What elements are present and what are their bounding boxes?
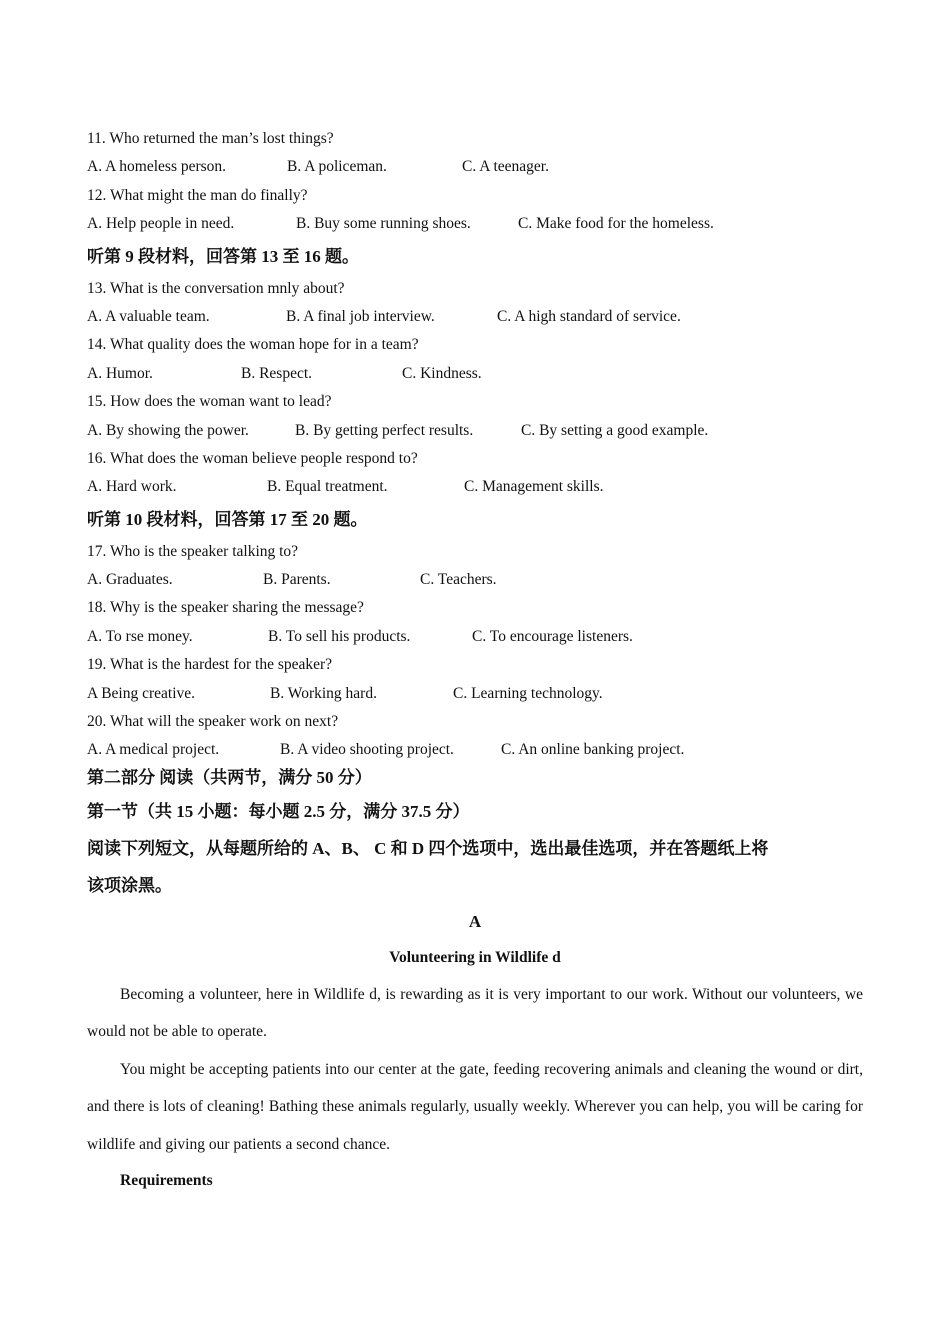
option-a: A. To rse money. — [87, 627, 193, 645]
question-20-options — [87, 736, 863, 764]
instruction-line-2: 该项涂黑。 — [87, 875, 172, 895]
question-15-options — [87, 417, 863, 445]
option-a: A. A valuable team. — [87, 307, 210, 325]
question-12: 12. What might the man do finally? — [87, 186, 308, 204]
option-b: B. Working hard. — [270, 684, 377, 702]
option-b: B. A final job interview. — [286, 307, 435, 325]
question-16-options — [87, 473, 863, 501]
question-17-options — [87, 566, 863, 594]
option-c: C. Management skills. — [464, 478, 604, 496]
option-a: A. Graduates. — [87, 571, 173, 589]
option-b: B. To sell his products. — [268, 627, 411, 645]
question-19-options — [87, 680, 863, 708]
exam-page — [87, 125, 863, 1199]
option-b: B. By getting perfect results. — [295, 421, 474, 439]
option-b: B. Equal treatment. — [267, 478, 388, 496]
question-19: 19. What is the hardest for the speaker? — [87, 656, 333, 674]
option-a: A. By showing the power. — [87, 421, 249, 439]
option-c: C. To encourage listeners. — [472, 627, 633, 645]
question-11-options — [87, 153, 863, 181]
option-a: A. Help people in need. — [87, 215, 235, 233]
question-20: 20. What will the speaker work on next? — [87, 713, 339, 731]
question-13: 13. What is the conversation mnly about? — [87, 279, 345, 297]
instruction-line-1: 阅读下列短文，从每题所给的 A、B、 C 和 D 四个选项中，选出最佳选项，并在答题纸上将 — [87, 838, 769, 858]
passage-title: Volunteering in Wildlife d — [389, 948, 561, 966]
option-b: B. Respect. — [241, 364, 313, 382]
option-c: C. Learning technology. — [453, 684, 603, 702]
question-18-options — [87, 623, 863, 651]
option-c: C. An online banking project. — [501, 741, 685, 759]
question-15: 15. How does the woman want to lead? — [87, 393, 332, 411]
option-a: A. A homeless person. — [87, 158, 227, 176]
option-c: C. Teachers. — [420, 571, 497, 589]
section-10-heading: 听第 10 段材料，回答第 17 至 20 题。 — [87, 509, 368, 529]
option-c: C. By setting a good example. — [521, 421, 709, 439]
question-17: 17. Who is the speaker talking to? — [87, 542, 299, 560]
option-b: B. Parents. — [263, 571, 331, 589]
section-9-heading: 听第 9 段材料，回答第 13 至 16 题。 — [87, 246, 359, 266]
question-11: 11. Who returned the man’s lost things? — [87, 130, 334, 147]
question-14: 14. What quality does the woman hope for in a team? — [87, 336, 419, 354]
option-b: B. A policeman. — [287, 158, 387, 176]
option-a: A. Humor. — [87, 364, 153, 382]
option-c: C. Make food for the homeless. — [518, 215, 714, 233]
question-14-options — [87, 360, 863, 388]
option-a: A. Hard work. — [87, 478, 177, 496]
question-18: 18. Why is the speaker sharing the message? — [87, 599, 364, 617]
option-c: C. A high standard of service. — [497, 307, 681, 325]
option-c: C. Kindness. — [402, 364, 482, 382]
part-2-title: 第二部分 阅读（共两节，满分 50 分） — [87, 767, 372, 787]
section-1-title: 第一节（共 15 小题：每小题 2.5 分，满分 37.5 分） — [87, 801, 470, 821]
question-16: 16. What does the woman believe people respond to? — [87, 449, 418, 467]
question-13-options — [87, 303, 863, 331]
option-b: B. Buy some running shoes. — [296, 215, 471, 233]
option-c: C. A teenager. — [462, 158, 549, 176]
passage-paragraph-2: You might be accepting patients into our center at the gate, feeding recovering animals and cleaning the wound or dirt, and there is lots of cleaning! Bathing these animals regularly, usually weekly. Wherever you can help, you will be caring for wildlife and giving our patients a second chance. — [87, 1060, 863, 1153]
passage-paragraph-1: Becoming a volunteer, here in Wildlife d, is rewarding as it is very important to our work. Without our volunteers, we would not be able to operate. — [87, 985, 863, 1041]
requirements-heading: Requirements — [120, 1172, 213, 1190]
option-a: A Being creative. — [87, 684, 196, 702]
passage-letter: A — [468, 911, 482, 931]
option-b: B. A video shooting project. — [280, 741, 454, 759]
option-a: A. A medical project. — [87, 741, 220, 759]
question-12-options — [87, 210, 863, 238]
